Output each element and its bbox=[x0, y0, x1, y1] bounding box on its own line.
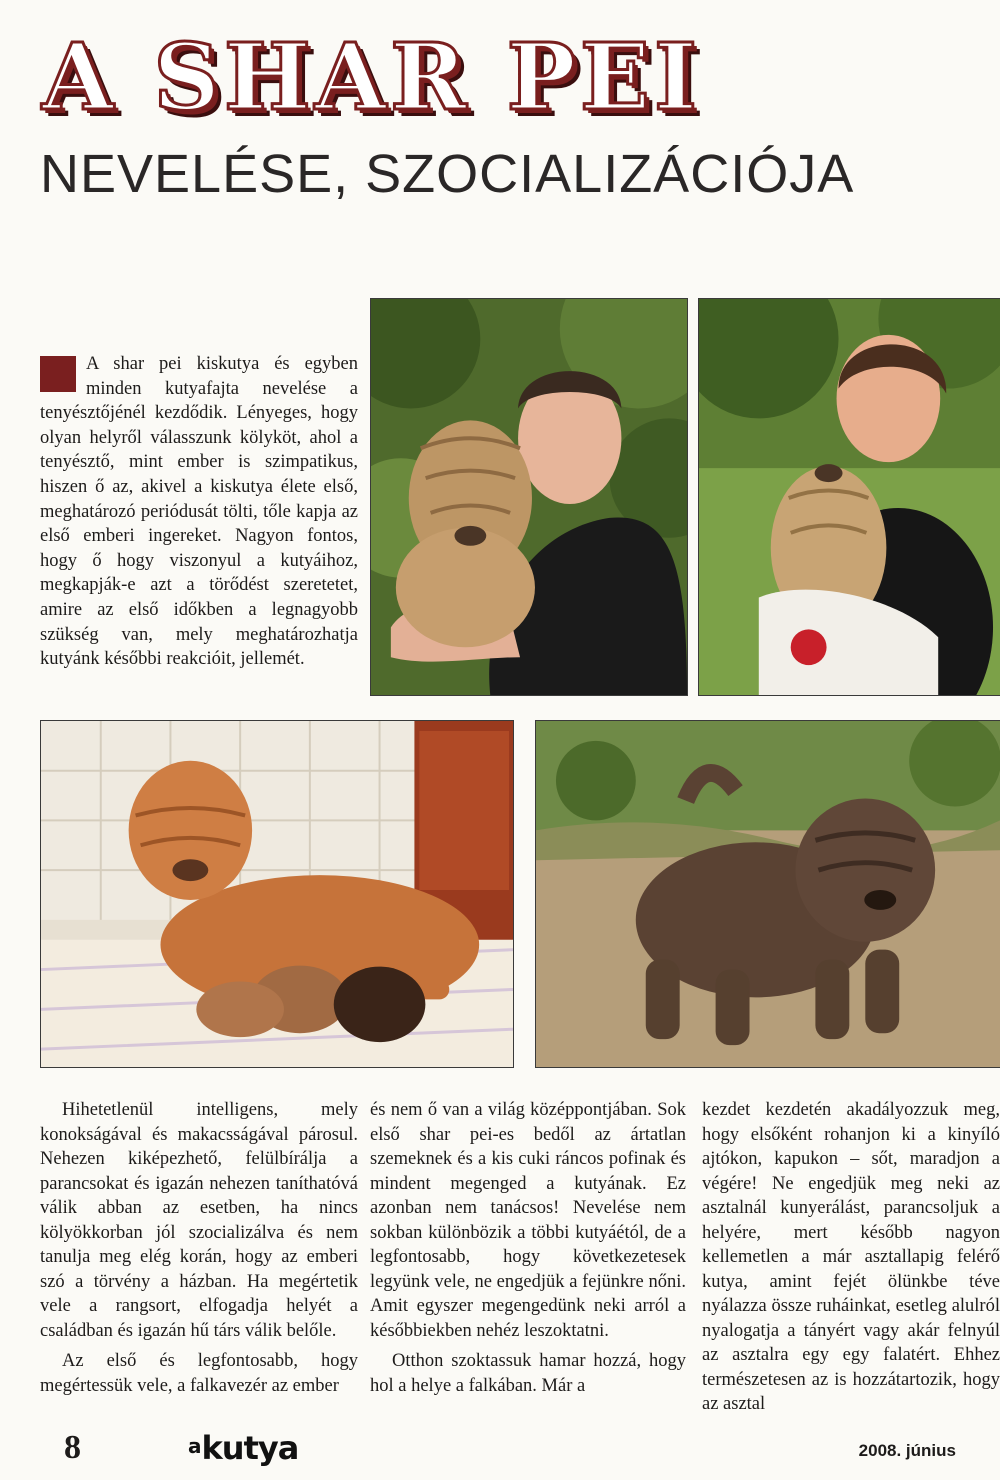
issue-date: 2008. június bbox=[858, 1441, 956, 1460]
photo-woman-with-puppy bbox=[698, 298, 1000, 696]
photo-brown-puppy bbox=[535, 720, 1000, 1068]
body-column-2 bbox=[370, 1098, 686, 1428]
body-paragraph: Otthon szoktassuk hamar hozzá, hogy hol a helye a falkában. Már a bbox=[370, 1351, 686, 1396]
body-paragraph: kezdet kezdetén akadályozzuk meg, hogy elsőként rohanjon ki a kinyíló ajtókon, kapukon – sőt, maradjon a végére! Ne engedjük meg neki az asztalnál kunyerálást, parancsoljuk a helyére, mert később nagyon kellemetlen a már asztallapig felérő kutya, amint fejét ölünkbe téve nyálazza össze ruháinkat, esetleg alulról nyalogatja a tányért vagy akár felnyúl az asztalra egy egy falatért. Ehhez természetesen az is hozzátartozik, hogy az asztal bbox=[702, 1100, 1000, 1414]
article-subtitle: NEVELÉSE, SZOCIALIZÁCIÓJA bbox=[40, 144, 855, 204]
body-column-1 bbox=[40, 1098, 358, 1428]
photo-mother-with-puppies bbox=[40, 720, 514, 1068]
magazine-logo-prefix: a bbox=[188, 1434, 201, 1458]
photo-man-with-puppy bbox=[370, 298, 688, 696]
magazine-logo bbox=[188, 1426, 298, 1468]
dropcap-square bbox=[40, 356, 76, 392]
body-column-3 bbox=[702, 1098, 1000, 1428]
body-paragraph: Az első és legfontosabb, hogy megértessük vele, a falkavezér az ember bbox=[40, 1351, 358, 1396]
page-number: 8 bbox=[64, 1429, 81, 1466]
magazine-logo-name: kutya bbox=[201, 1429, 299, 1467]
article-title: A SHAR PEI bbox=[42, 23, 701, 131]
intro-paragraph bbox=[40, 352, 358, 672]
body-paragraph: Hihetetlenül intelligens, mely konokságával és makacsságával párosul. Nehezen kiképezhető, felülbírálja a parancsokat és igazán nehezen taníthatóvá válik abban az esetben, ha nincs kölyökkorban jól szocializálva és nem tanulja meg elég korán, hogy az emberi szó a törvény a házban. Ha megértetik vele a rangsort, elfogadja helyét a családban és igazán hű társ válik belőle. bbox=[40, 1100, 358, 1341]
intro-text: A shar pei kiskutya és egyben minden kutyafajta nevelése a tenyésztőjénél kezdődik. Lényeges, hogy olyan helyről válasszunk kölyköt, ahol a tenyésztő, mint ember is szimpatikus, hiszen ő az, akivel a kiskutya élete első, meghatározó periódusát tölti, tőle kapja az első emberi ingereket. Nagyon fontos, hogy ő hogy viszonyul a kutyáihoz, megkapják-e azt a törődést szeretetet, amire az első időkben a legnagyobb szükség van, mely meghatározhatja kutyánk későbbi reakcióit, jellemét. bbox=[40, 354, 358, 670]
body-paragraph: és nem ő van a világ középpontjában. Sok első shar pei-es bedől az ártatlan szemeknek és a kis cuki ráncos pofinak és mindent megenged a kutyának. Ez azonban nem tanácsos! Nevelése nem sokban különbözik a többi kutyáétól, de a legfontosabb, hogy következetesek legyünk vele, ne engedjük a fejünkre nőni. Amit egyszer megengedünk neki arról a későbbiekben nehéz leszoktatni. bbox=[370, 1100, 686, 1341]
